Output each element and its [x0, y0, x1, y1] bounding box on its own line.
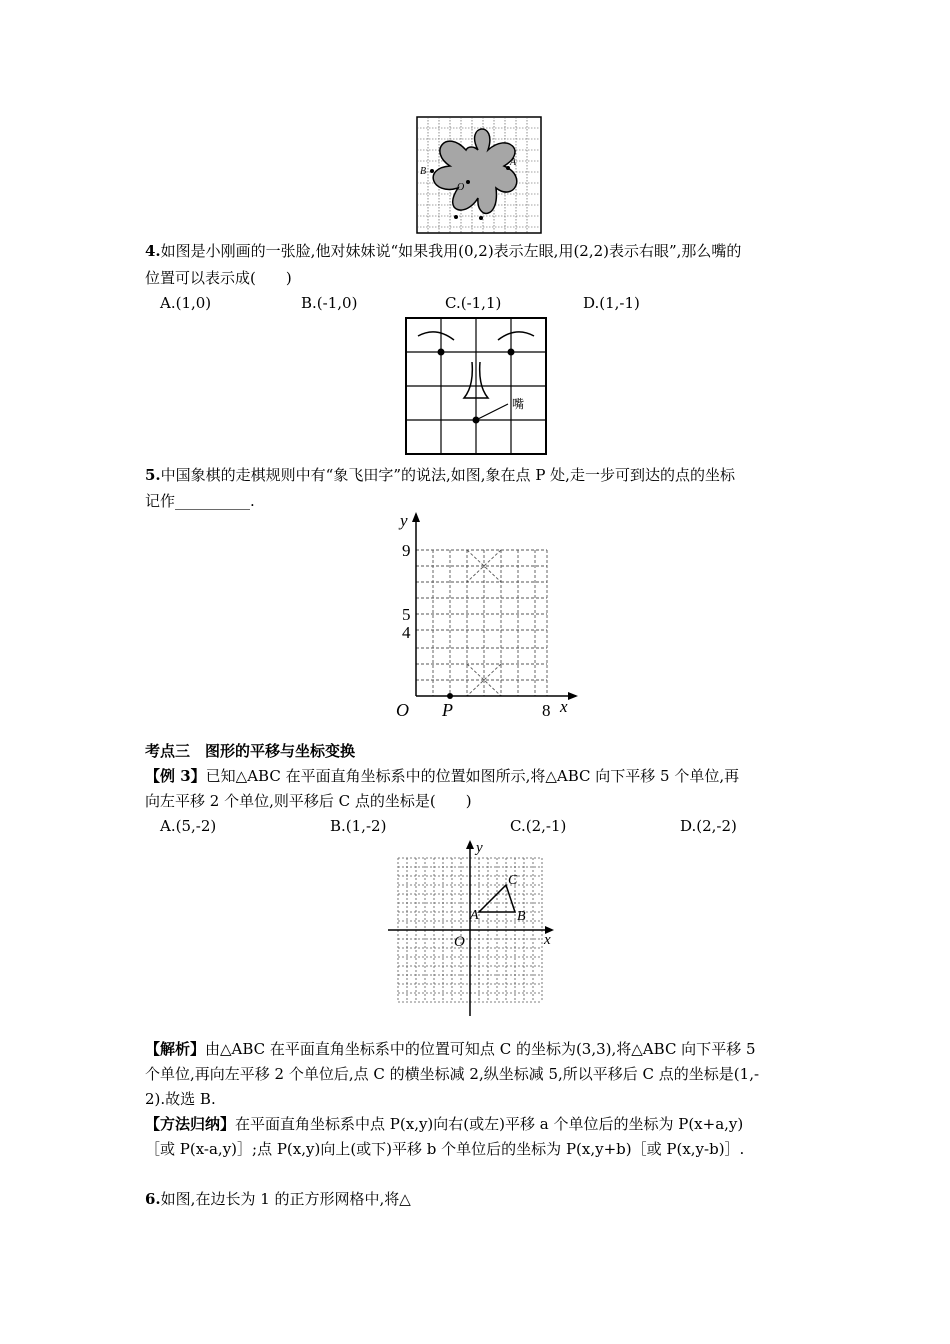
- flower-label-o: O: [457, 182, 465, 193]
- example3-line1: 【例 3】已知△ABC 在平面直角坐标系中的位置如图所示,将△ABC 向下平移 5 个单位,再: [145, 767, 740, 785]
- left-eye: [438, 349, 445, 356]
- chess-p-label: P: [442, 700, 453, 720]
- chess-figure: [392, 508, 582, 722]
- chess-tick-9: 9: [402, 541, 411, 560]
- mouth-label: 嘴: [512, 397, 525, 411]
- example3-tag: 【例 3】: [145, 767, 206, 785]
- tri-x-label: x: [544, 932, 551, 948]
- flower-label-b: B: [420, 166, 427, 177]
- example3-line2: 向左平移 2 个单位,则平移后 C 点的坐标是( ): [145, 792, 472, 810]
- chess-x-label: x: [560, 697, 568, 716]
- q4-line1: 4.如图是小刚画的一张脸,他对妹妹说“如果我用(0,2)表示左眼,用(2,2)表示右眼”,那么嘴的: [145, 242, 742, 260]
- q4-line2: 位置可以表示成( ): [145, 269, 292, 287]
- example3-option-c: C.(2,-1): [510, 817, 567, 835]
- tri-origin-label: O: [454, 934, 465, 950]
- tri-c-label: C: [508, 873, 518, 888]
- example3-option-d: D.(2,-2): [680, 817, 737, 835]
- analysis-line1: 【解析】由△ABC 在平面直角坐标系中的位置可知点 C 的坐标为(3,3),将△ABC 向下平移 5: [145, 1040, 756, 1058]
- analysis-line3: 2).故选 B.: [145, 1090, 216, 1108]
- tri-a-label: A: [470, 908, 479, 923]
- q6-number: 6.: [145, 1190, 161, 1208]
- triangle-figure: [384, 836, 564, 1020]
- right-eye: [508, 349, 515, 356]
- chess-origin-label: O: [396, 700, 409, 720]
- chess-tick-4: 4: [402, 623, 411, 642]
- example3-option-b: B.(1,-2): [330, 817, 387, 835]
- chess-tick-5: 5: [402, 605, 411, 624]
- q5-line1: 5.中国象棋的走棋规则中有“象飞田字”的说法,如图,象在点 P 处,走一步可到达的点的坐标: [145, 466, 735, 484]
- method-line2: ［或 P(x-a,y)］;点 P(x,y)向上(或下)平移 b 个单位后的坐标为 P(x,y+b)［或 P(x,y-b)］.: [145, 1140, 745, 1158]
- q4-option-b: B.(-1,0): [301, 294, 358, 312]
- tri-y-label: y: [476, 840, 483, 856]
- q4-number: 4.: [145, 242, 161, 260]
- q5-line2: 记作__________.: [145, 492, 255, 510]
- chess-y-label: y: [400, 511, 408, 530]
- q4-option-a: A.(1,0): [160, 294, 212, 312]
- q4-option-d: D.(1,-1): [583, 294, 640, 312]
- analysis-line2: 个单位,再向左平移 2 个单位后,点 C 的横坐标减 2,纵坐标减 5,所以平移后 C 点的坐标是(1,-: [145, 1065, 760, 1083]
- q4-option-c: C.(-1,1): [445, 294, 502, 312]
- flower-figure: [416, 116, 542, 234]
- section3-heading: 考点三 图形的平移与坐标变换: [145, 742, 356, 760]
- example3-option-a: A.(5,-2): [160, 817, 217, 835]
- point-p: [447, 693, 453, 699]
- q6-line1: 6.如图,在边长为 1 的正方形网格中,将△: [145, 1190, 411, 1208]
- analysis-tag: 【解析】: [145, 1040, 206, 1058]
- face-figure: [404, 316, 548, 456]
- tri-b-label: B: [517, 909, 526, 924]
- q5-number: 5.: [145, 466, 161, 484]
- method-tag: 【方法归纳】: [145, 1115, 236, 1133]
- flower-label-a: A: [510, 157, 517, 168]
- chess-tick-8: 8: [542, 701, 551, 720]
- method-line1: 【方法归纳】在平面直角坐标系中点 P(x,y)向右(或左)平移 a 个单位后的坐标为 P(x+a,y): [145, 1115, 744, 1133]
